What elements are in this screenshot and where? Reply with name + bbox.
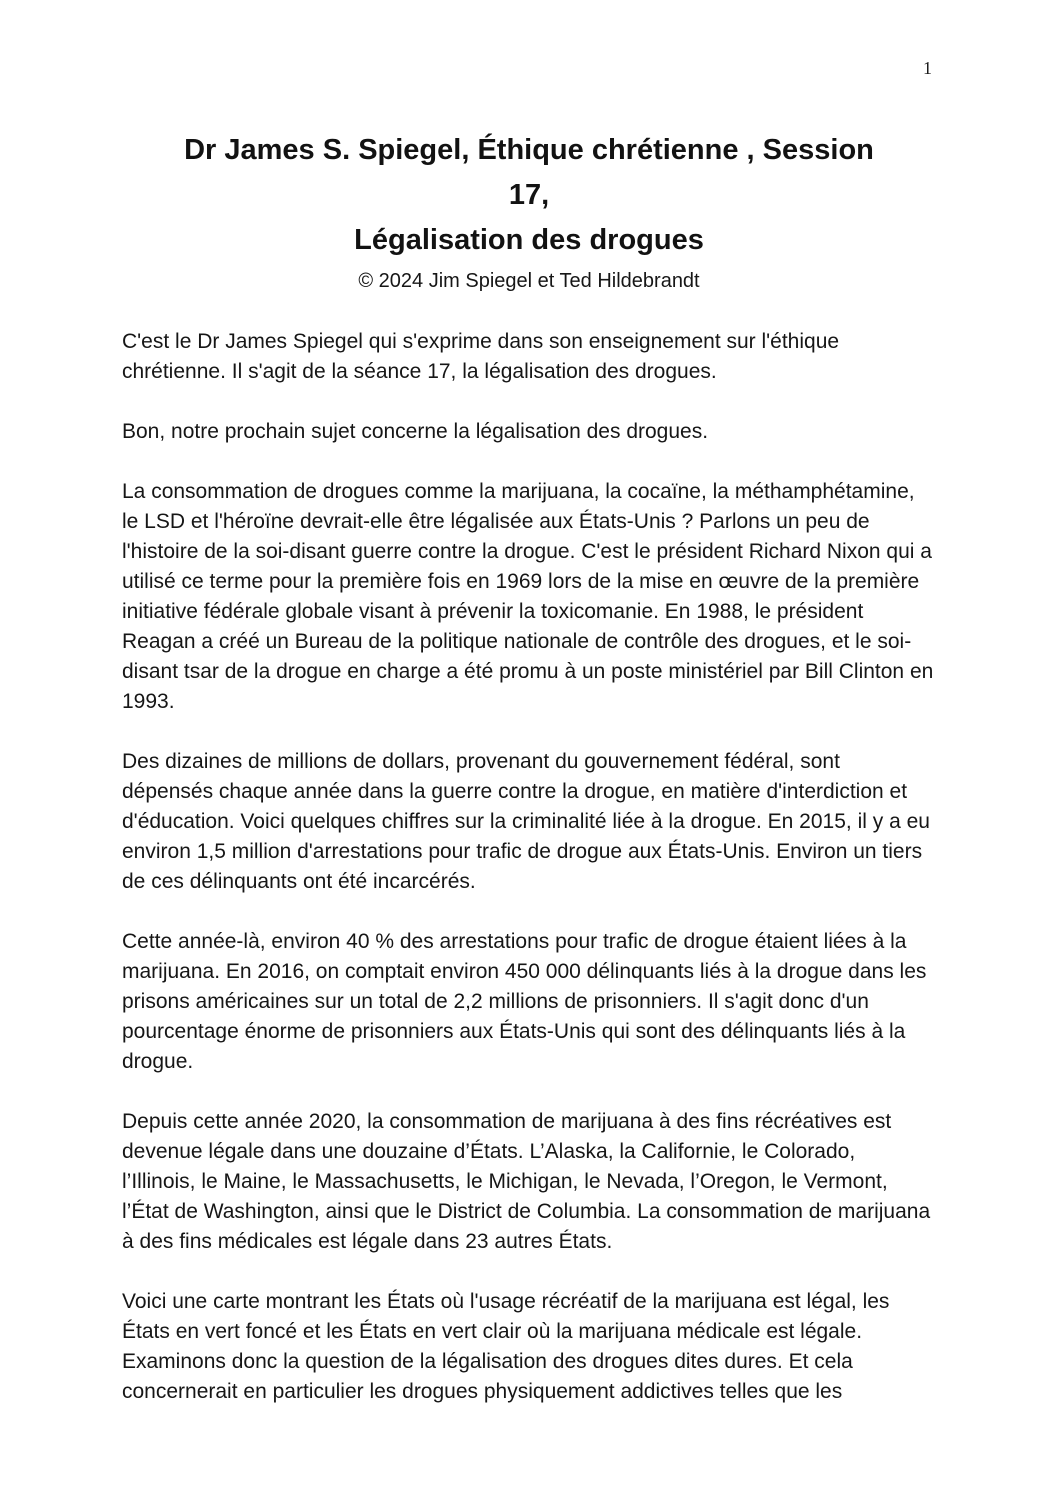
title-line-3: Légalisation des drogues <box>354 224 704 256</box>
copyright-byline: © 2024 Jim Spiegel et Ted Hildebrandt <box>358 270 700 292</box>
paragraph: Cette année-là, environ 40 % des arrestations pour trafic de drogue étaient liées à la marijuana. En 2016, on comptait environ 450 000 délinquants liés à la drogue dans les prisons américaines sur un total de 2,2 millions de prisonniers. Il s'agit donc d'un pourcentage énorme de prisonniers aux États-Unis qui sont des délinquants liés à la drogue. <box>122 930 927 1073</box>
document-body <box>122 327 934 1407</box>
paragraph: C'est le Dr James Spiegel qui s'exprime dans son enseignement sur l'éthique chrétienne. Il s'agit de la séance 17, la légalisation des drogues. <box>122 330 840 383</box>
paragraph: La consommation de drogues comme la marijuana, la cocaïne, la méthamphétamine, le LSD et l'héroïne devrait-elle être légalisée aux États-Unis ? Parlons un peu de l'histoire de la soi-disant guerre contre la drogue. C'est le président Richard Nixon qui a utilisé ce terme pour la première fois en 1969 lors de la mise en œuvre de la première initiative fédérale globale visant à prévenir la toxicomanie. En 1988, le président Reagan a créé un Bureau de la politique nationale de contrôle des drogues, et le soi-disant tsar de la drogue en charge a été promu à un poste ministériel par Bill Clinton en 1993. <box>122 480 934 713</box>
paragraph: Voici une carte montrant les États où l'usage récréatif de la marijuana est légal, les États en vert foncé et les États en vert clair où la marijuana médicale est légale. Examinons donc la question de la légalisation des drogues dites dures. Et cela concernerait en particulier les drogues physiquement addictives telles que les <box>122 1290 890 1403</box>
title-line-1: Dr James S. Spiegel, Éthique chrétienne , Session <box>184 134 874 166</box>
paragraph: Depuis cette année 2020, la consommation de marijuana à des fins récréatives est devenue légale dans une douzaine d’États. L’Alaska, la Californie, le Colorado, l’Illinois, le Maine, le Massachusetts, le Michigan, le Nevada, l’Oregon, le Vermont, l’État de Washington, ainsi que le District de Columbia. La consommation de marijuana à des fins médicales est légale dans 23 autres États. <box>122 1110 931 1253</box>
title-line-2: 17, <box>508 179 550 211</box>
paragraph: Bon, notre prochain sujet concerne la légalisation des drogues. <box>122 420 709 443</box>
page-number: 1 <box>923 58 932 78</box>
paragraph: Des dizaines de millions de dollars, provenant du gouvernement fédéral, sont dépensés chaque année dans la guerre contre la drogue, en matière d'interdiction et d'éducation. Voici quelques chiffres sur la criminalité liée à la drogue. En 2015, il y a eu environ 1,5 million d'arrestations pour trafic de drogue aux États-Unis. Environ un tiers de ces délinquants ont été incarcérés. <box>122 750 930 893</box>
document-title <box>70 128 988 263</box>
